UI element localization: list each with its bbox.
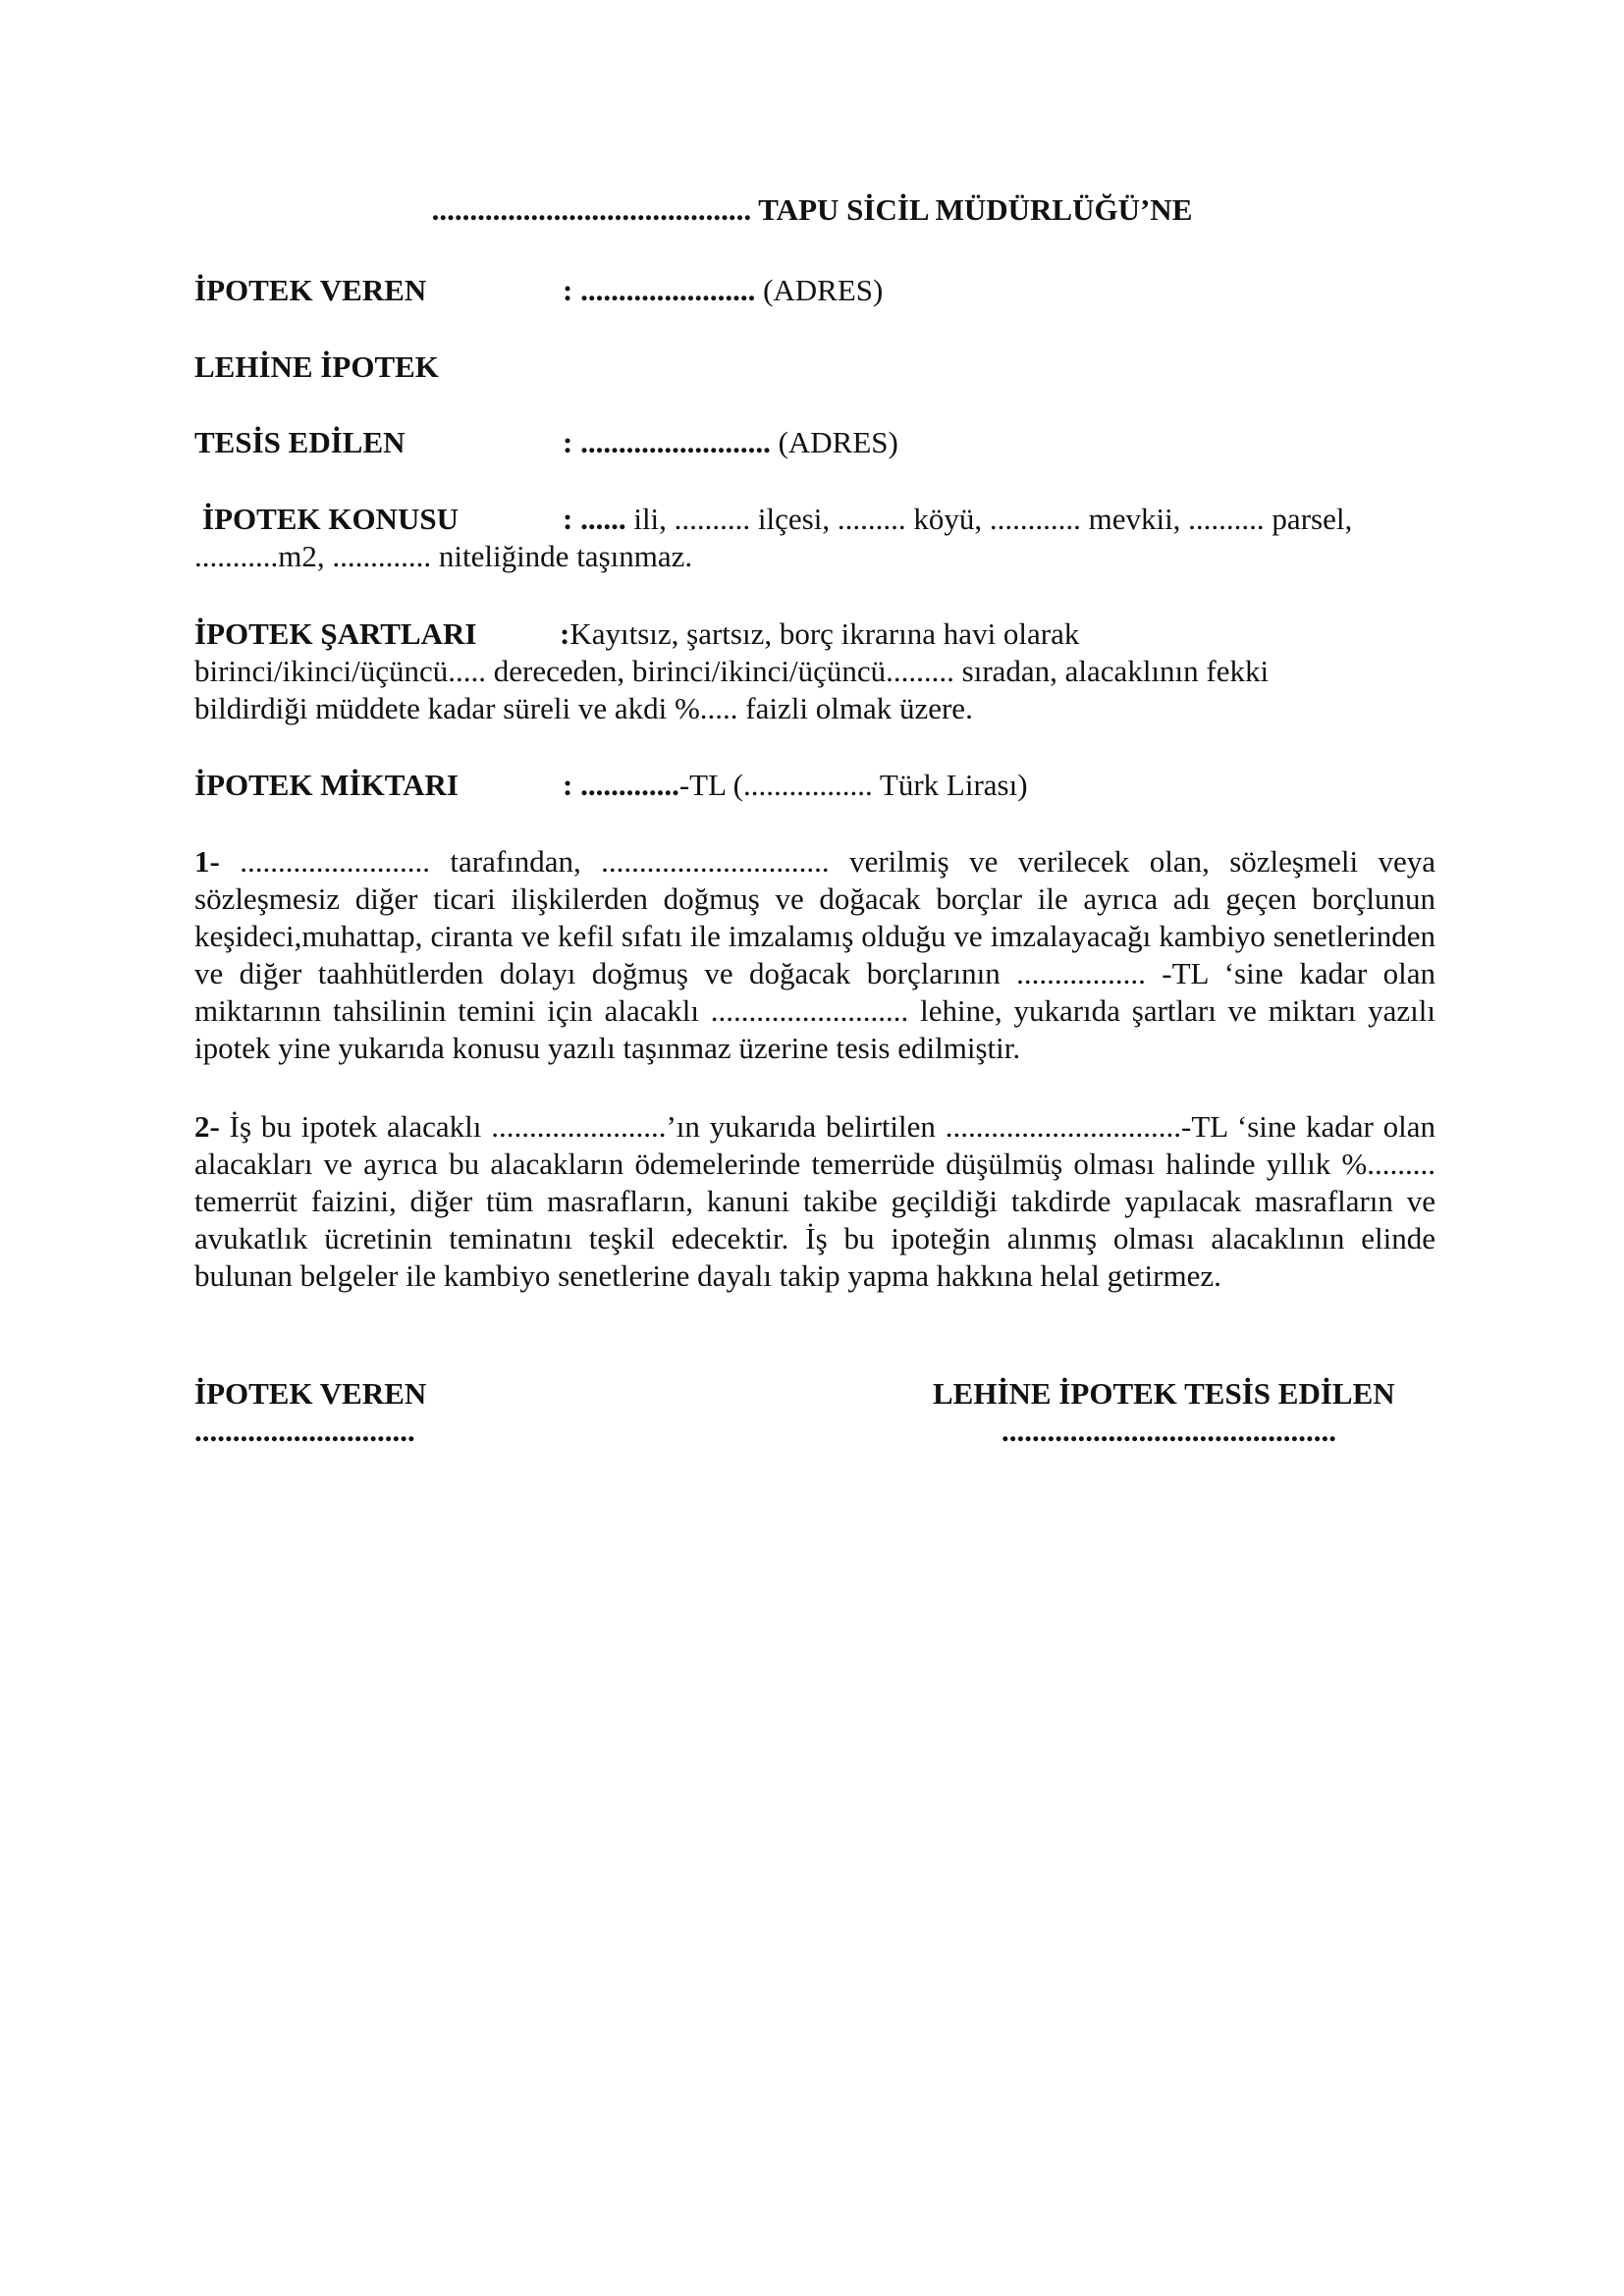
ipotek-konusu-location: ili, .......... ilçesi, ......... köyü, ............ mevkii, .......... parsel,	[625, 502, 1353, 536]
signature-right-line: ............................................	[1001, 1414, 1336, 1448]
ipotek-sartlari-colon: :	[560, 616, 570, 651]
clause-1	[194, 843, 1435, 1067]
ipotek-sartlari-line2: birinci/ikinci/üçüncü..... dereceden, birinci/ikinci/üçüncü......... sıradan, alacaklının fekki	[194, 654, 1270, 688]
ipotek-konusu-blank: : ......	[563, 502, 626, 536]
signature-ipotek-veren	[194, 1375, 426, 1450]
tesis-edilen-address: (ADRES)	[770, 425, 898, 459]
ipotek-konusu-line2-row	[194, 538, 1435, 575]
ipotek-miktari-blank: : .............	[563, 768, 679, 802]
document-title: .......................................... TAPU SİCİL MÜDÜRLÜĞÜ’NE	[431, 192, 1193, 227]
tesis-edilen-row	[194, 424, 1435, 461]
tesis-edilen-blank: : .........................	[563, 425, 771, 459]
lehine-label-line2: TESİS EDİLEN	[194, 425, 406, 459]
ipotek-veren-value	[563, 272, 883, 309]
tesis-edilen-value	[563, 424, 898, 461]
clause-1-number: 1-	[194, 844, 220, 879]
ipotek-sartlari-text: Kayıtsız, şartsız, borç ikrarına havi olarak	[569, 616, 1080, 651]
ipotek-veren-address: (ADRES)	[755, 273, 884, 307]
ipotek-veren-row	[194, 272, 1435, 309]
lehine-label-row	[194, 348, 1435, 386]
signature-left-line: .............................	[194, 1414, 415, 1448]
ipotek-sartlari-line3: bildirdiği müddete kadar süreli ve akdi %..... faizli olmak üzere.	[194, 691, 973, 725]
ipotek-sartlari-row	[194, 615, 1435, 653]
ipotek-veren-label: İPOTEK VEREN	[194, 273, 427, 307]
ipotek-konusu-row	[194, 501, 1435, 538]
ipotek-konusu-label: İPOTEK KONUSU	[202, 502, 459, 536]
ipotek-konusu-line2: ...........m2, ............. niteliğinde taşınmaz.	[194, 539, 693, 573]
ipotek-sartlari-label: İPOTEK ŞARTLARI	[194, 616, 477, 651]
ipotek-konusu-value	[563, 501, 1352, 538]
lehine-label-line1: LEHİNE İPOTEK	[194, 349, 439, 384]
clause-2	[194, 1108, 1435, 1295]
ipotek-miktari-label: İPOTEK MİKTARI	[194, 768, 459, 802]
clause-2-number: 2-	[194, 1109, 220, 1144]
signature-left-label: İPOTEK VEREN	[194, 1376, 427, 1411]
signature-lehine-ipotek	[933, 1375, 1434, 1450]
signature-right-label: LEHİNE İPOTEK TESİS EDİLEN	[933, 1376, 1395, 1411]
ipotek-sartlari-line3-row	[194, 690, 1435, 727]
ipotek-sartlari-value	[560, 615, 1079, 653]
ipotek-sartlari-line2-row	[194, 653, 1435, 690]
ipotek-miktari-row	[194, 767, 1435, 804]
clause-1-text: ......................... tarafından, .............................. verilmiş ve verilecek olan, sözleşmeli veya sözleşmesiz diğer ticari ilişkilerden doğmuş ve doğacak borçlar ile ayrıca adı geçen borçlunun keşideci,muhattap, ciranta ve kefil sıfatı ile imzalamış olduğu ve imzalayacağı kambiyo senetlerinden ve diğer taahhütlerden dolayı doğmuş ve doğacak borçlarının ................. -TL ‘sine kadar olan miktarının tahsilinin temini için alacaklı .......................... lehine, yukarıda şartları ve miktarı yazılı ipotek yine yukarıda konusu yazılı taşınmaz üzerine tesis edilmiştir.	[194, 844, 1435, 1065]
ipotek-veren-blank: : .......................	[563, 273, 756, 307]
clause-2-text: İş bu ipotek alacaklı .......................’ın yukarıda belirtilen ...............................-TL ‘sine kadar olan alacakları ve ayrıca bu alacakların ödemelerinde temerrüde düşülmüş olması halinde yıllık %......... temerrüt faizini, diğer tüm masrafların, kanuni takibe geçildiği takdirde yapılacak masrafların ve avukatlık ücretinin teminatını teşkil edecektir. İş bu ipoteğin alınmış olması alacaklının elinde bulunan belgeler ile kambiyo senetlerine dayalı takip yapma hakkına helal getirmez.	[194, 1109, 1435, 1293]
ipotek-miktari-value	[563, 767, 1028, 804]
ipotek-miktari-amount: -TL (................. Türk Lirası)	[678, 768, 1028, 802]
